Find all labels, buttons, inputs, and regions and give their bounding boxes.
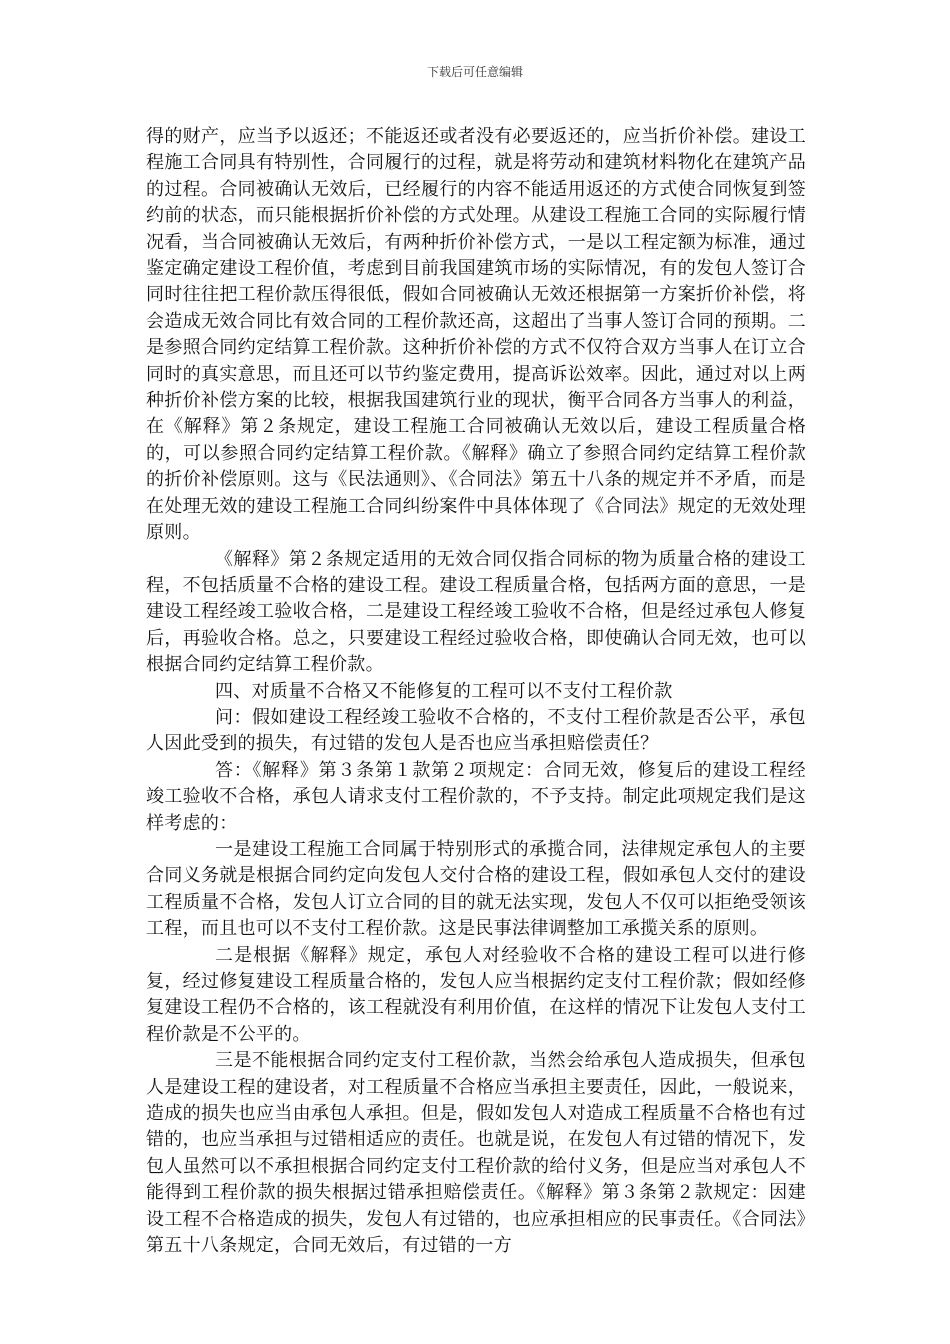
question-paragraph: 问：假如建设工程经竣工验收不合格的，不支付工程价款是否公平，承包人因此受到的损失，有过错的发包人是否也应当承担赔偿责任？ bbox=[146, 706, 806, 755]
document-body bbox=[146, 124, 806, 1259]
point-three-paragraph: 三是不能根据合同约定支付工程价款，当然会给承包人造成损失，但承包人是建设工程的建设者，对工程质量不合格应当承担主要责任，因此，一般说来，造成的损失也应当由承包人承担。但是，假如发包人对造成工程质量不合格也有过错的，也应当承担与过错相适应的责任。也就是说，在发包人有过错的情况下，发包人虽然可以不承担根据合同约定支付工程价款的给付义务，但是应当对承包人不能得到工程价款的损失根据过错承担赔偿责任。《解释》第３条第２款规定：因建设工程不合格造成的损失，发包人有过错的，也应承担相应的民事责任。《合同法》第五十八条规定，合同无效后，有过错的一方 bbox=[146, 1050, 806, 1257]
point-one-paragraph: 一是建设工程施工合同属于特别形式的承揽合同，法律规定承包人的主要合同义务就是根据合同约定向发包人交付合格的建设工程，假如承包人交付的建设工程质量不合格，发包人订立合同的目的就无法实现，发包人不仅可以拒绝受领该工程，而且也可以不支付工程价款。这是民事法律调整加工承揽关系的原则。 bbox=[146, 838, 806, 940]
paragraph-2: 《解释》第２条规定适用的无效合同仅指合同标的物为质量合格的建设工程，不包括质量不合格的建设工程。建设工程质量合格，包括两方面的意思，一是建设工程经竣工验收合格，二是建设工程经竣工验收不合格，但是经过承包人修复后，再验收合格。总之，只要建设工程经过验收合格，即使确认合同无效，也可以根据合同约定结算工程价款。 bbox=[146, 548, 806, 676]
point-two-paragraph: 二是根据《解释》规定，承包人对经验收不合格的建设工程可以进行修复，经过修复建设工程质量合格的，发包人应当根据约定支付工程价款；假如经修复建设工程仍不合格的，该工程就没有利用价值，在这样的情况下让发包人支付工程价款是不公平的。 bbox=[146, 944, 806, 1045]
answer-paragraph: 答：《解释》第３条第１款第２项规定：合同无效，修复后的建设工程经竣工验收不合格，承包人请求支付工程价款的，不予支持。制定此项规定我们是这样考虑的： bbox=[146, 759, 806, 834]
page-header: 下载后可任意编辑 bbox=[426, 65, 523, 79]
section-heading: 四、对质量不合格又不能修复的工程可以不支付工程价款 bbox=[215, 680, 673, 702]
paragraph-1: 得的财产，应当予以返还；不能返还或者没有必要返还的，应当折价补偿。建设工程施工合同具有特别性，合同履行的过程，就是将劳动和建筑材料物化在建筑产品的过程。合同被确认无效后，已经履行的内容不能适用返还的方式使合同恢复到签约前的状态，而只能根据折价补偿的方式处理。从建设工程施工合同的实际履行情况看，当合同被确认无效后，有两种折价补偿方式，一是以工程定额为标准，通过鉴定确定建设工程价值，考虑到目前我国建筑市场的实际情况，有的发包人签订合同时往往把工程价款压得很低，假如合同被确认无效还根据第一方案折价补偿，将会造成无效合同比有效合同的工程价款还高，这超出了当事人签订合同的预期。二是参照合同约定结算工程价款。这种折价补偿的方式不仅符合双方当事人在订立合同时的真实意思，而且还可以节约鉴定费用，提高诉讼效率。因此，通过对以上两种折价补偿方案的比较，根据我国建筑行业的现状，衡平合同各方当事人的利益，在《解释》第２条规定，建设工程施工合同被确认无效以后，建设工程质量合格的，可以参照合同约定结算工程价款。《解释》确立了参照合同约定结算工程价款的折价补偿原则。这与《民法通则》、《合同法》第五十八条的规定并不矛盾，而是在处理无效的建设工程施工合同纠纷案件中具体体现了《合同法》规定的无效处理原则。 bbox=[146, 126, 806, 544]
